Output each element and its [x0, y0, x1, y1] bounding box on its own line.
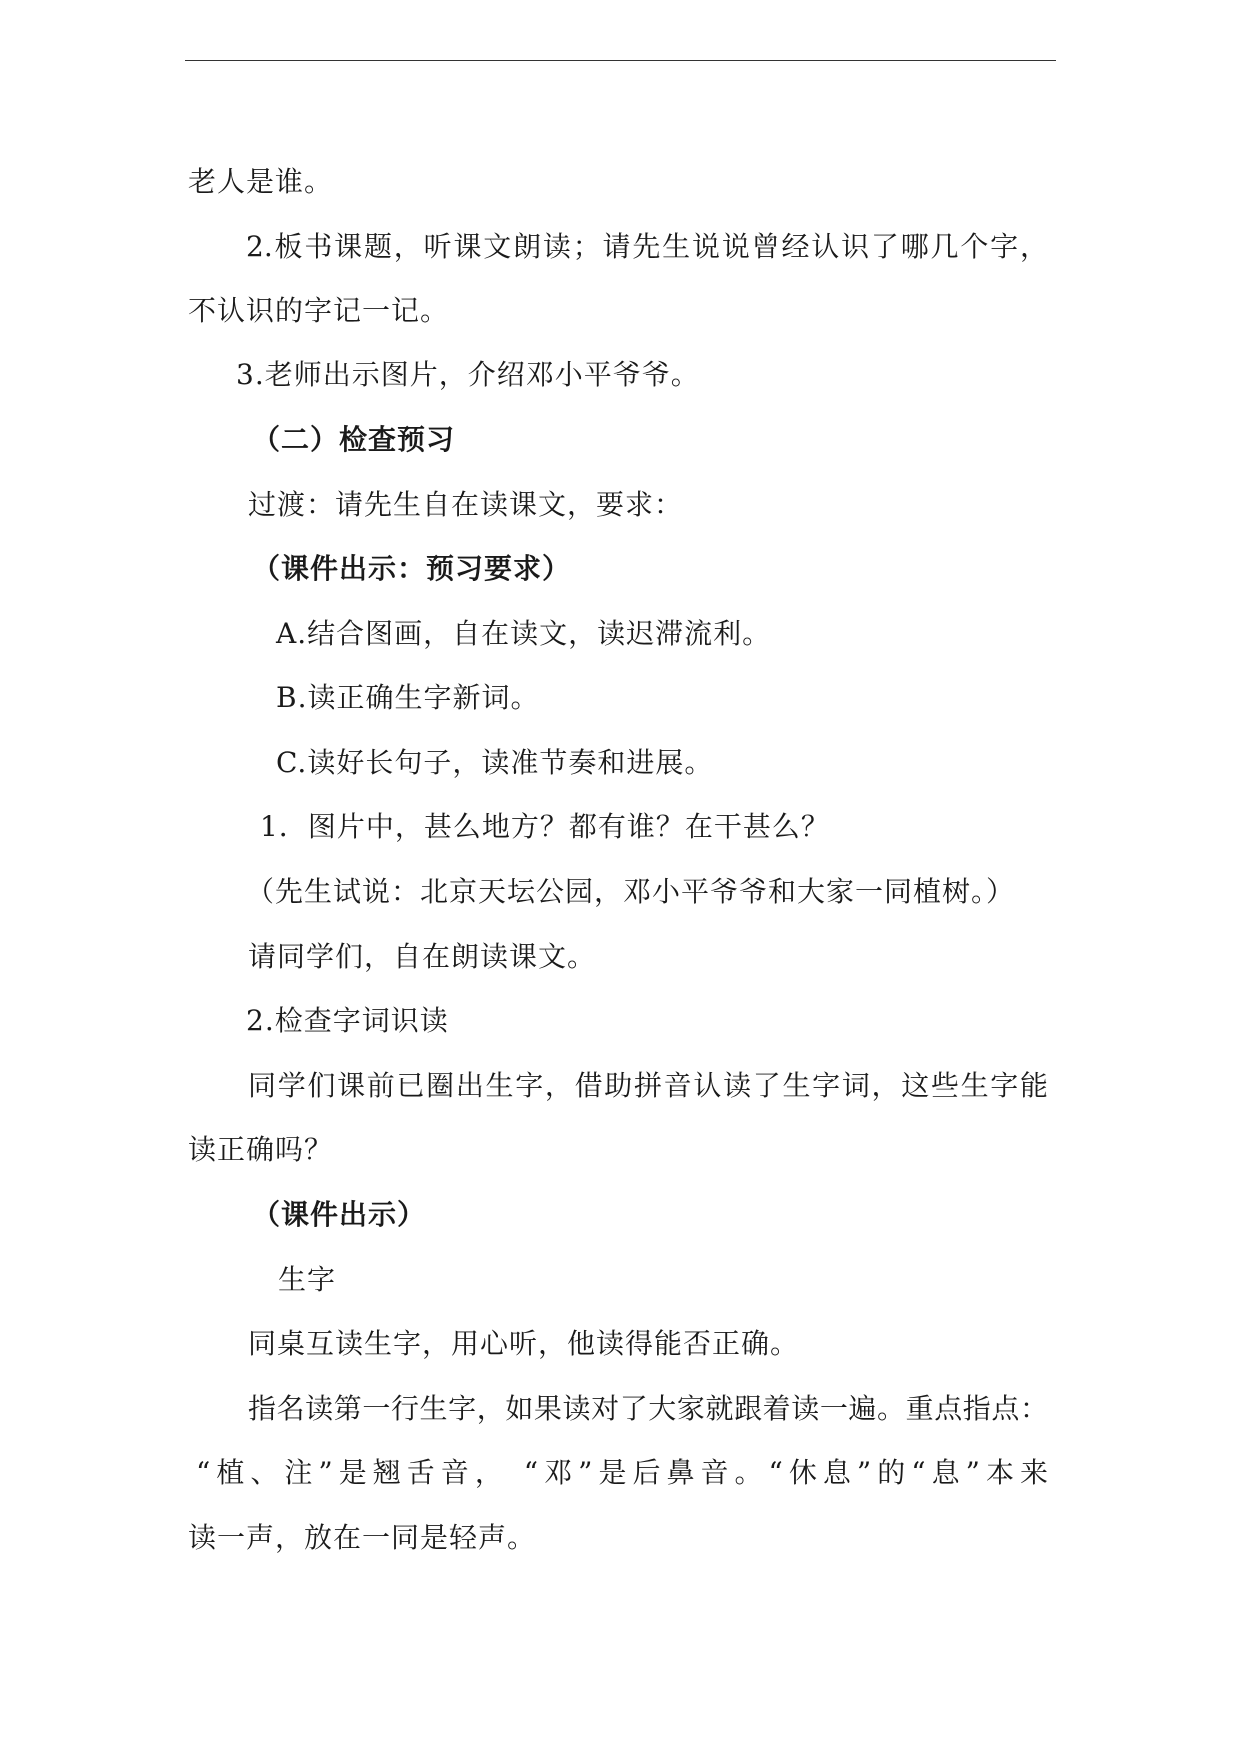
subheading: （课件出示：预习要求）	[252, 552, 572, 585]
paragraph-line: 同学们课前已圈出生字，借助拼音认读了生字词，这些生字能	[248, 1069, 1048, 1102]
list-item: A.结合图画，自在读文，读迟滞流利。	[276, 617, 772, 650]
paragraph-line: “植、注”是翘舌音， “邓”是后鼻音。“休息”的“息”本来	[196, 1456, 1048, 1489]
paragraph-line: 同桌互读生字，用心听，他读得能否正确。	[248, 1327, 800, 1360]
paragraph-line: 生字	[278, 1263, 337, 1296]
subheading: （课件出示）	[252, 1198, 427, 1231]
header-rule	[185, 60, 1056, 61]
paragraph-line: 指名读第一行生字，如果读对了大家就跟着读一遍。重点指点：	[248, 1392, 1048, 1425]
paragraph-line: 1．图片中，甚么地方？都有谁？在干甚么？	[260, 810, 830, 843]
section-heading: （二）检查预习	[252, 423, 456, 456]
paragraph-line: （先生试说：北京天坛公园，邓小平爷爷和大家一同植树。）	[246, 875, 1016, 908]
paragraph-line: 2.板书课题，听课文朗读；请先生说说曾经认识了哪几个字，	[246, 230, 1048, 263]
paragraph-line: 老人是谁。	[188, 165, 334, 198]
paragraph-line: 过渡：请先生自在读课文，要求：	[248, 488, 684, 521]
paragraph-line: 读一声，放在一同是轻声。	[188, 1521, 537, 1554]
paragraph-line: 3.老师出示图片，介绍邓小平爷爷。	[236, 358, 700, 391]
list-item: C.读好长句子，读准节奏和进展。	[276, 746, 714, 779]
paragraph-line: 读正确吗？	[188, 1133, 334, 1166]
paragraph-line: 不认识的字记一记。	[188, 294, 450, 327]
paragraph-line: 请同学们，自在朗读课文。	[248, 940, 597, 973]
paragraph-line: 2.检查字词识读	[246, 1004, 449, 1037]
list-item: B.读正确生字新词。	[276, 681, 540, 714]
